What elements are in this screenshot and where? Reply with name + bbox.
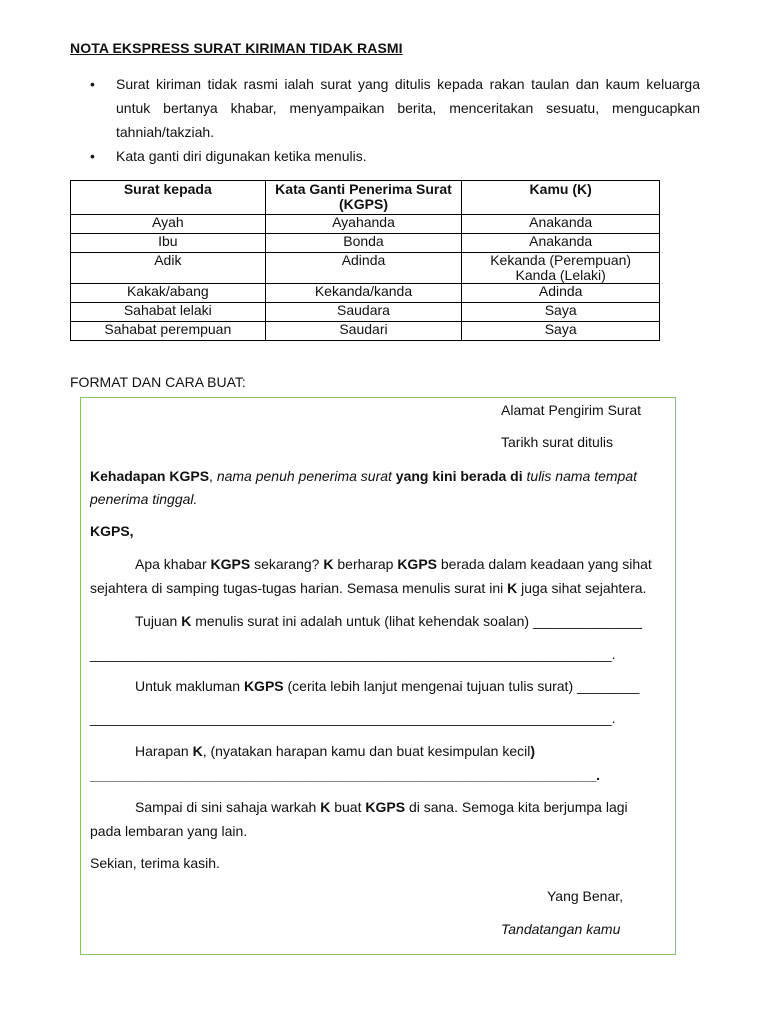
paragraph-greeting [135, 552, 652, 576]
k-label: K [320, 799, 331, 815]
kgps-label: KGPS [243, 678, 284, 694]
bullet-text: Surat kiriman tidak rasmi ialah surat yang ditulis kepada rakan taulan dan kaum keluarga untuk bertanya khabar, menyampaikan berita, menceritakan sesuatu, mengucapkan tahniah/takziah. [116, 76, 700, 140]
bullet-icon: • [90, 76, 95, 92]
text-fragment: berada dalam keadaan yang sihat [437, 556, 652, 572]
hope-blank-line: _________________________________________________________________. [90, 767, 600, 783]
table-cell [462, 253, 660, 284]
text-fragment: , [209, 468, 217, 484]
cell-line: Kekanda (Perempuan) [490, 252, 632, 268]
table-cell: Bonda [265, 234, 462, 253]
cell-line: Kanda (Lelaki) [515, 267, 606, 283]
table-cell: Adinda [462, 284, 660, 303]
sender-address: Alamat Pengirim Surat [501, 402, 642, 418]
header-surat-kepada: Surat kepada [71, 181, 266, 215]
text-fragment: Untuk makluman [135, 678, 244, 694]
table-cell: Saya [462, 322, 660, 341]
sign-off: Yang Benar, [547, 888, 624, 904]
text-fragment: di sana. Semoga kita berjumpa lagi [405, 799, 628, 815]
kgps-label: KGPS [397, 556, 437, 572]
table-cell: Anakanda [462, 234, 660, 253]
text-fragment: ) [530, 743, 536, 759]
table-cell: Sahabat perempuan [71, 322, 266, 341]
table-row [71, 322, 660, 341]
salutation: KGPS, [90, 523, 134, 539]
table-cell: Anakanda [462, 215, 660, 234]
k-label: K [323, 556, 334, 572]
table-cell: Ayahanda [265, 215, 462, 234]
text-fragment: menulis surat ini adalah untuk (lihat kehendak soalan) ______________ [191, 613, 642, 629]
table-cell: Saudara [265, 303, 462, 322]
addressee-location-hint-cont: penerima tinggal. [90, 491, 198, 507]
text-fragment: Harapan [135, 743, 193, 759]
text-fragment: (cerita lebih lanjut mengenai tujuan tulis surat) ________ [283, 678, 640, 694]
closing-text: Sekian, terima kasih. [90, 855, 220, 871]
bullet-item-definition [90, 72, 700, 144]
document-title: NOTA EKSPRESS SURAT KIRIMAN TIDAK RASMI [70, 40, 403, 56]
table-row [71, 303, 660, 322]
letter-date: Tarikh surat ditulis [501, 434, 614, 450]
addressee-location-label: yang kini berada di [391, 468, 523, 484]
paragraph-info [135, 674, 639, 698]
paragraph-greeting-cont [90, 576, 646, 600]
table-cell: Saudari [265, 322, 462, 341]
bullet-icon: • [90, 148, 95, 164]
paragraph-hope [135, 739, 535, 763]
text-fragment: buat [330, 799, 366, 815]
addressee-kgps: Kehadapan KGPS [90, 468, 210, 484]
text-fragment: juga sihat sejahtera. [517, 580, 647, 596]
k-label: K [507, 580, 518, 596]
k-label: K [192, 743, 203, 759]
paragraph-purpose [135, 609, 642, 633]
bullet-item-pronouns [90, 144, 700, 168]
table-cell: Kekanda/kanda [265, 284, 462, 303]
table-cell: Adik [71, 253, 266, 284]
text-fragment: sekarang? [250, 556, 324, 572]
table-header-row [71, 181, 660, 215]
table-row [71, 215, 660, 234]
text-fragment: berharap [333, 556, 398, 572]
table-row [71, 253, 660, 284]
bullet-list [90, 72, 700, 168]
header-kamu: Kamu (K) [462, 181, 660, 215]
purpose-blank-line: ___________________________________________________________________. [90, 646, 616, 662]
text-fragment: Apa khabar [135, 556, 211, 572]
kgps-label: KGPS [365, 799, 406, 815]
addressee-location-hint: tulis nama tempat [522, 468, 638, 484]
kgps-label: KGPS [210, 556, 251, 572]
addressee-line [90, 464, 637, 488]
table-cell: Saya [462, 303, 660, 322]
table-cell: Adinda [265, 253, 462, 284]
addressee-name-hint: nama penuh penerima surat [216, 468, 392, 484]
text-fragment: Tujuan [135, 613, 182, 629]
table-cell: Ibu [71, 234, 266, 253]
table-cell: Ayah [71, 215, 266, 234]
text-fragment: , (nyatakan harapan kamu dan buat kesimpulan kecil [202, 743, 531, 759]
paragraph-farewell [135, 795, 628, 819]
table-cell: Sahabat lelaki [71, 303, 266, 322]
format-heading: FORMAT DAN CARA BUAT: [70, 374, 246, 390]
table-row [71, 284, 660, 303]
text-fragment: Sampai di sini sahaja warkah [135, 799, 321, 815]
header-kgps: Kata Ganti Penerima Surat (KGPS) [265, 181, 462, 215]
table-row [71, 234, 660, 253]
paragraph-farewell-cont: pada lembaran yang lain. [90, 823, 248, 839]
info-blank-line: ___________________________________________________________________. [90, 710, 616, 726]
table-cell: Kakak/abang [71, 284, 266, 303]
k-label: K [181, 613, 192, 629]
pronoun-table [70, 180, 660, 341]
bullet-text: Kata ganti diri digunakan ketika menulis. [116, 148, 367, 164]
text-fragment: sejahtera di samping tugas-tugas harian. Semasa menulis surat ini [90, 580, 508, 596]
signature-hint: Tandatangan kamu [501, 921, 621, 937]
